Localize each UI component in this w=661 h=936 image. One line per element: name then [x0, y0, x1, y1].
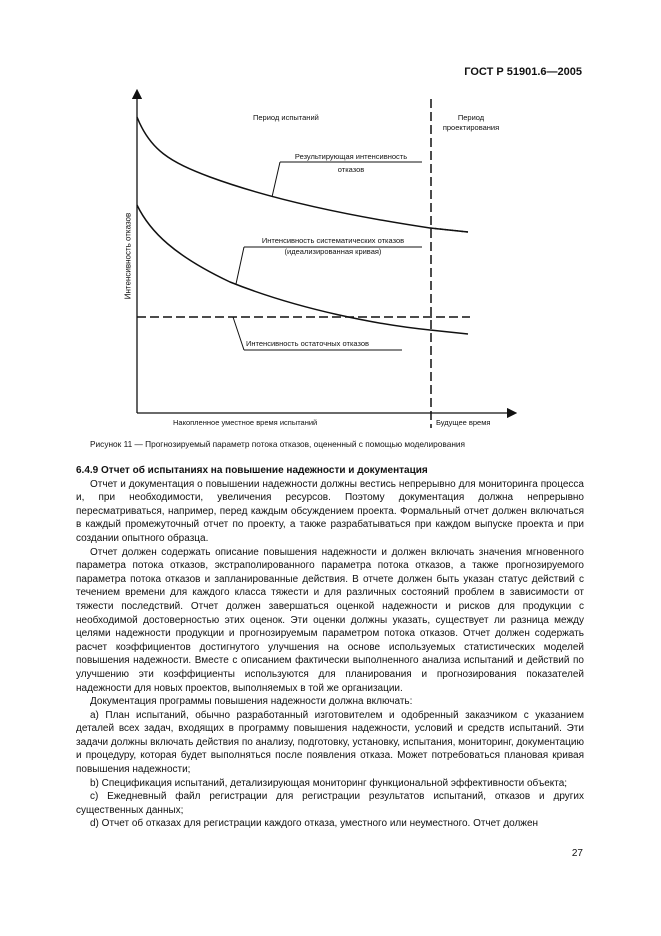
- label-curve-resulting-line1: Результирующая интенсивность: [294, 152, 408, 161]
- section-heading: 6.4.9 Отчет об испытаниях на повышение надежности и документация: [76, 465, 428, 476]
- label-curve-systematic-line2: (идеализированная кривая): [284, 247, 382, 256]
- label-curve-resulting-line2: отказов: [337, 165, 365, 174]
- paragraph: Отчет и документация о повышении надежности должны вестись непрерывно для мониторинга процесса и, при необходимости, увеличения ресурсов. Поэтому документация должна непрерывно пересматриваться, например, перед каждым обсуждением проекта. Формальный отчет должен включаться в каждый промежуточный отчет по проекту, а также разрабатываться при каждом выпуске проекта и при создании опытного образца.: [76, 478, 584, 544]
- x-axis-future-label: Будущее время: [436, 418, 491, 427]
- label-phase-design-line2: проектирования: [442, 123, 500, 132]
- section-body: [76, 464, 584, 831]
- list-item: d) Отчет об отказах для регистрации каждого отказа, уместного или неуместного. Отчет должен: [90, 818, 539, 830]
- figure-failure-intensity: [0, 0, 661, 440]
- x-axis-label: Накопленное уместное время испытаний: [173, 418, 318, 427]
- figure-caption: Рисунок 11 — Прогнозируемый параметр потока отказов, оцененный с помощью моделирования: [90, 439, 466, 449]
- curve-resulting: [137, 117, 468, 232]
- label-curve-systematic-line1: Интенсивность систематических отказов: [261, 236, 405, 245]
- label-phase-testing: Период испытаний: [253, 113, 319, 122]
- y-axis-label: Интенсивность отказов: [123, 212, 133, 300]
- list-item: c) Ежедневный файл регистрации для регистрации результатов испытаний, отказов и других существенных данных;: [76, 791, 584, 816]
- list-item: a) План испытаний, обычно разработанный изготовителем и одобренный заказчиком с указанием деталей всех задач, входящих в программу повышения надежности, условий и средств испытаний. Эти задачи должны включать действия по анализу, подготовку, установку, испытания, мониторинг, документацию и процедуру, которая будет выполняться после появления отказа. Может потребоваться плановая кривая повышения надежности;: [76, 709, 584, 776]
- list-item: b) Спецификация испытаний, детализирующая мониторинг функциональной эффективности объекта;: [90, 777, 568, 789]
- label-curve-residual: Интенсивность остаточных отказов: [246, 339, 370, 348]
- leader-resulting: [272, 162, 280, 197]
- leader-residual: [233, 317, 244, 350]
- label-phase-design-line1: Период: [457, 113, 485, 122]
- page-number: 27: [571, 848, 583, 859]
- paragraph: Документация программы повышения надежности должна включать:: [90, 696, 413, 708]
- page-header-standard-id: ГОСТ Р 51901.6—2005: [464, 66, 582, 78]
- figure-drawing: [0, 0, 661, 440]
- curve-systematic: [137, 205, 468, 334]
- leader-systematic: [236, 247, 244, 284]
- paragraph: Отчет должен содержать описание повышения надежности и должен включать значения мгновенного параметра потока отказов, экстраполированного параметра потока отказов, а также прогнозируемого параметра потока отказов и запланированные действия. В отчете должен быть указан статус действий с течением времени для каждого класса тяжести и для различных состояний проблем в зависимости от тяжести последствий. Отчет должен завершаться оценкой надежности и рисков для продукции с необходимой достоверностью этих оценок. Эти оценки должны указать, существует ли разница между целями надежности продукции и прогнозируемым параметром потока отказов. Отчет должен содержать расчет коэффициентов достигнутого улучшения на основе используемых статистических моделей повышения надежности. Вместе с описанием фактически выполненного анализа испытаний и действий по улучшению эти коэффициенты используются для планирования и прогнозирования показателей надежности для новых проектов, выполняемых в той же организации.: [76, 546, 584, 694]
